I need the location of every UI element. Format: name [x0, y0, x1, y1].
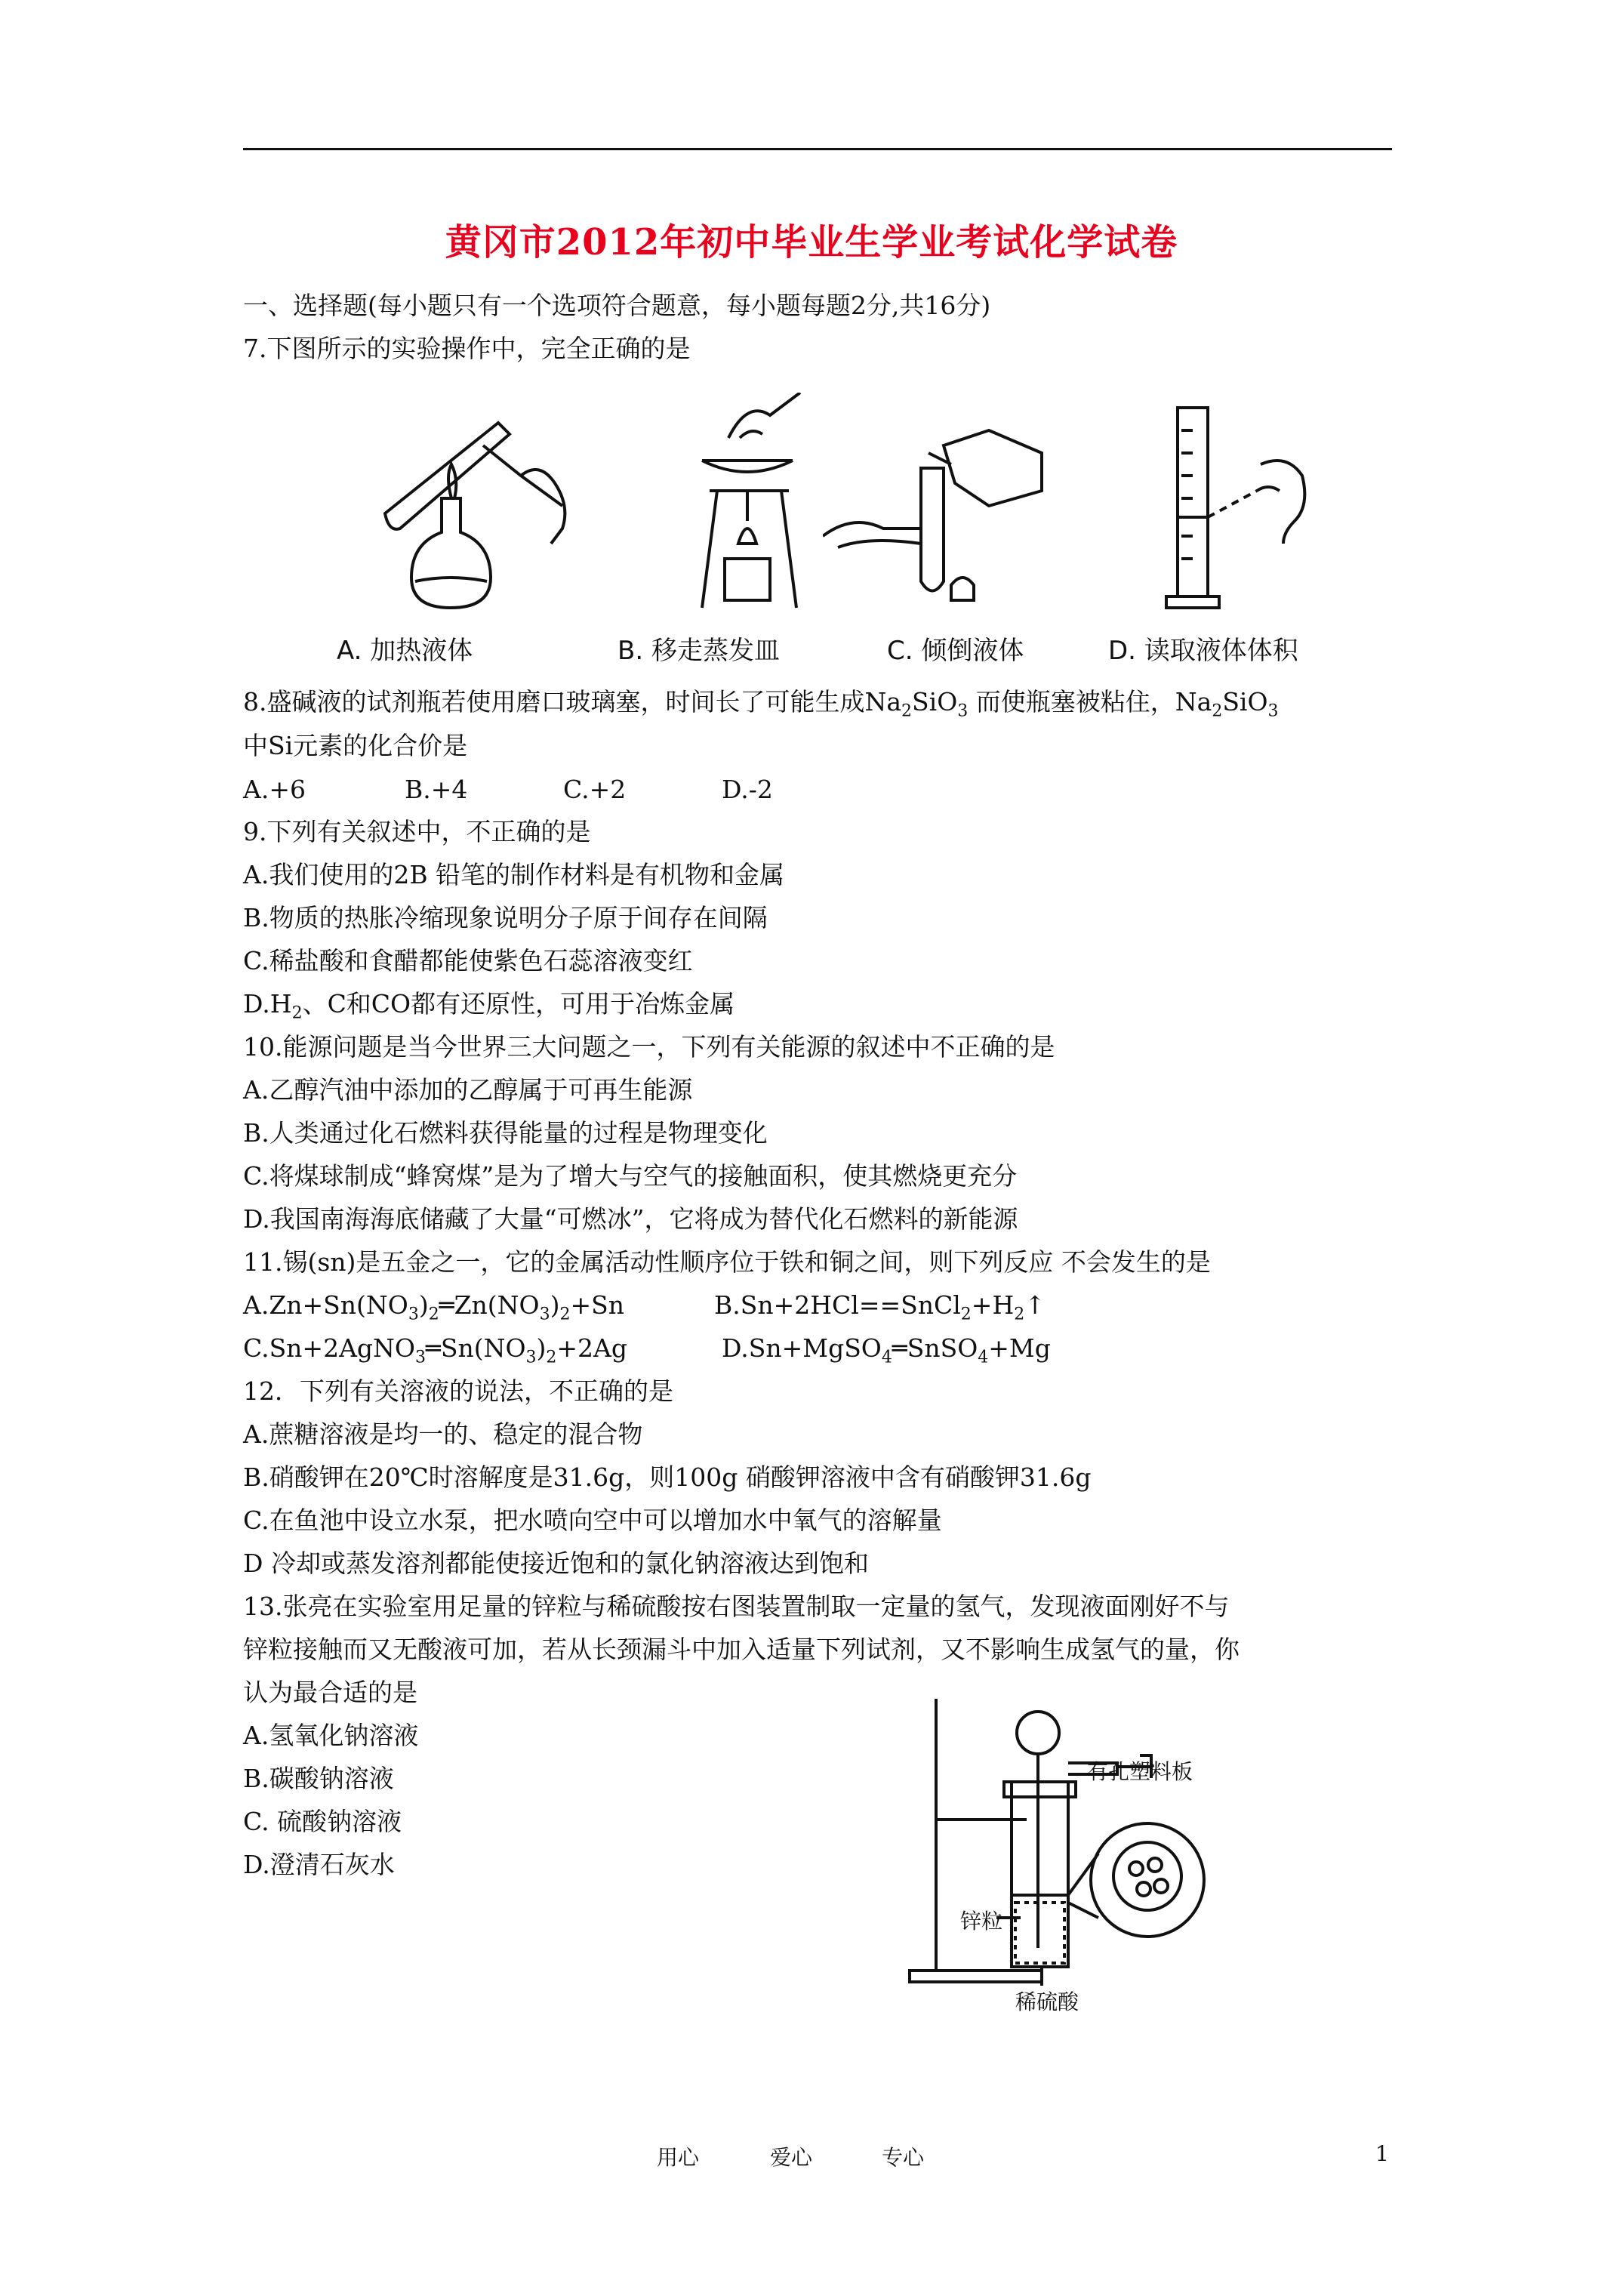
page-number: 1	[1375, 2141, 1389, 2166]
footer-motto-2: 爱心	[770, 2145, 813, 2170]
q12-option-d: D 冷却或蒸发溶剂都能使接近饱和的氯化钠溶液达到饱和	[243, 1549, 869, 1578]
q10-option-c: C.将煤球制成“蜂窝煤”是为了增大与空气的接触面积，使其燃烧更充分	[243, 1161, 1018, 1191]
q7-figure-d	[1132, 393, 1313, 619]
label-perforated-plate: 有孔塑料板	[1087, 1759, 1193, 1784]
q12-option-a: A.蔗糖溶液是均一的、稳定的混合物	[243, 1419, 643, 1449]
q11-stem: 11.锡(sn)是五金之一，它的金属活动性顺序位于铁和铜之间，则下列反应 不会发生的是	[243, 1247, 1211, 1277]
q8-line1: 8.盛碱液的试剂瓶若使用磨口玻璃塞，时间长了可能生成$Na_2SiO_3$ 而使瓶塞被粘住，$Na_2SiO_3$	[243, 687, 1279, 721]
q13-apparatus-figure	[891, 1691, 1253, 2008]
q9-stem: 9.下列有关叙述中，不正确的是	[243, 817, 591, 846]
q8-option-c: C.+2	[563, 775, 627, 804]
q13-line3: 认为最合适的是	[243, 1678, 417, 1707]
q8-line2: 中Si元素的化合价是	[243, 731, 468, 760]
q7-caption-b: B. 移走蒸发皿	[617, 636, 780, 666]
q11-option-c: $C.Sn+2AgNO_3═Sn(NO_3)_2+2Ag$	[243, 1333, 627, 1367]
q7-stem: 7.下图所示的实验操作中，完全正确的是	[243, 334, 691, 363]
q11-option-d: D.Sn+MgSO$_4$═SnSO$_4$+Mg	[722, 1333, 1051, 1367]
q7-caption-d: D. 读取液体体积	[1108, 636, 1298, 666]
q7-figure-c	[823, 423, 1057, 619]
footer-motto-1: 用心	[657, 2145, 700, 2170]
q9-option-a: A.我们使用的2B 铅笔的制作材料是有机物和金属	[243, 860, 785, 889]
q9-option-c: C.稀盐酸和食醋都能使紫色石蕊溶液变红	[243, 946, 693, 975]
q13-option-d: D.澄清石灰水	[243, 1850, 395, 1879]
q7-figure-b	[657, 393, 838, 619]
page-title: 黄冈市2012年初中毕业生学业考试化学试卷	[445, 221, 1178, 264]
label-dilute-sulfuric-acid: 稀硫酸	[1015, 1989, 1079, 2014]
q9-option-b: B.物质的热胀冷缩现象说明分子原于间存在间隔	[243, 903, 768, 932]
q10-option-d: D.我国南海海底储藏了大量“可燃冰”，它将成为替代化石燃料的新能源	[243, 1204, 1018, 1234]
q7-figure-a	[370, 393, 589, 619]
q7-caption-c: C. 倾倒液体	[887, 636, 1024, 666]
q7-caption-a: A. 加热液体	[337, 636, 473, 666]
q12-stem: 12．下列有关溶液的说法，不正确的是	[243, 1376, 673, 1406]
q10-option-b: B.人类通过化石燃料获得能量的过程是物理变化	[243, 1118, 768, 1148]
section-heading: 一、选择题(每小题只有一个选项符合题意，每小题每题2分,共16分)	[243, 291, 991, 320]
q10-stem: 10.能源问题是当今世界三大问题之一，下列有关能源的叙述中不正确的是	[243, 1032, 1055, 1062]
q8-option-b: B.+4	[405, 775, 468, 804]
label-zinc-granules: 锌粒	[960, 1909, 1003, 1934]
q12-option-c: C.在鱼池中设立水泵，把水喷向空中可以增加水中氧气的溶解量	[243, 1505, 942, 1535]
q13-line2: 锌粒接触而又无酸液可加，若从长颈漏斗中加入适量下列试剂，又不影响生成氢气的量，你	[243, 1635, 1240, 1664]
q9-option-d: $D.H_2$、C和CO都有还原性，可用于冶炼金属	[243, 989, 735, 1023]
q10-option-a: A.乙醇汽油中添加的乙醇属于可再生能源	[243, 1075, 693, 1105]
header-rule	[243, 148, 1392, 150]
q8-option-a: A.+6	[243, 775, 306, 804]
q11-option-a: $A.Zn+Sn(NO_3)_2═Zn(NO_3)_2+Sn$	[243, 1290, 624, 1324]
q13-option-c: C. 硫酸钠溶液	[243, 1807, 402, 1836]
q8-option-d: D.-2	[722, 775, 773, 804]
q11-option-b: $B.Sn+2HCl==SnCl_2+H_2↑$	[714, 1290, 1046, 1324]
q13-line1: 13.张亮在实验室用足量的锌粒与稀硫酸按右图装置制取一定量的氢气，发现液面刚好不与	[243, 1592, 1230, 1621]
q12-option-b: B.硝酸钾在20℃时溶解度是31.6g，则100g 硝酸钾溶液中含有硝酸钾31.6g	[243, 1462, 1092, 1492]
q13-option-b: B.碳酸钠溶液	[243, 1764, 394, 1793]
footer-motto-3: 专心	[882, 2145, 925, 2170]
q13-option-a: A.氢氧化钠溶液	[243, 1721, 419, 1750]
